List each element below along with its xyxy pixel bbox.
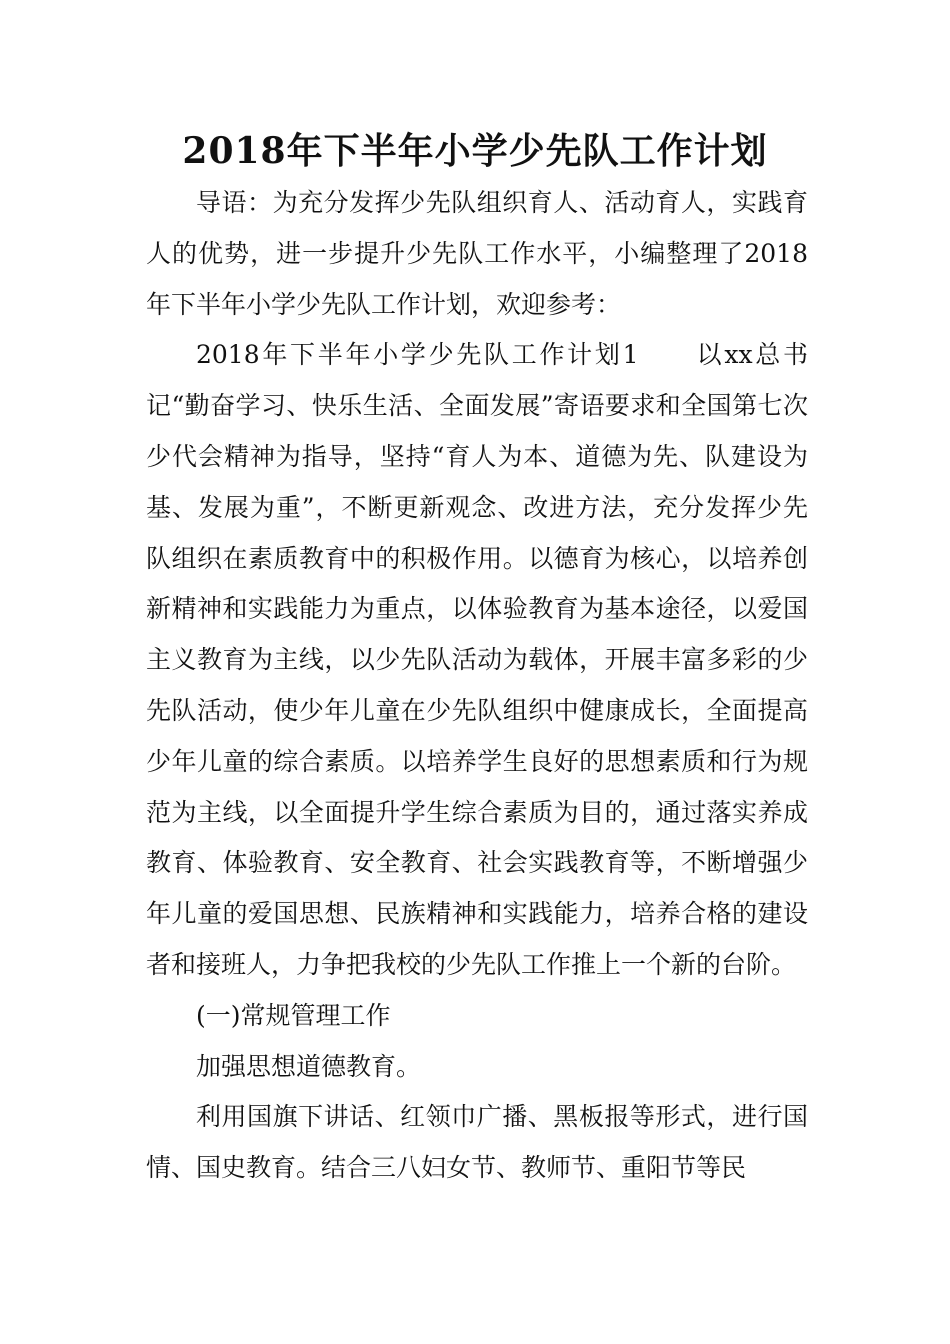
paragraph-intro: 导语：为充分发挥少先队组织育人、活动育人，实践育人的优势，进一步提升少先队工作水平，小编整理了2018年下半年小学少先队工作计划，欢迎参考： <box>146 188 808 319</box>
section-heading-routine-management: (一)常规管理工作 <box>196 1000 391 1030</box>
paragraph-plan-overview: 2018年下半年小学少先队工作计划1 以xx总书记“勤奋学习、快乐生活、全面发展”寄语要求和全国第七次少代会精神为指导，坚持“育人为本、道德为先、队建设为基、发展为重”，不断更新观念、改进方法，充分发挥少先队组织在素质教育中的积极作用。以德育为核心，以培养创新精神和实践能力为重点，以体验教育为基本途径，以爱国主义教育为主线，以少先队活动为载体，开展丰富多彩的少先队活动，使少年儿童在少先队组织中健康成长，全面提高少年儿童的综合素质。以培养学生良好的思想素质和行为规范为主线，以全面提升学生综合素质为目的，通过落实养成教育、体验教育、安全教育、社会实践教育等，不断增强少年儿童的爱国思想、民族精神和实践能力，培养合格的建设者和接班人，力争把我校的少先队工作推上一个新的台阶。 <box>146 340 808 979</box>
document-body <box>146 178 808 1194</box>
document-title: 2018年下半年小学少先队工作计划 <box>182 130 768 172</box>
paragraph-flag-speech: 利用国旗下讲话、红领巾广播、黑板报等形式，进行国情、国史教育。结合三八妇女节、教师节、重阳节等民 <box>146 1102 808 1183</box>
paragraph-moral-education: 加强思想道德教育。 <box>196 1051 422 1081</box>
